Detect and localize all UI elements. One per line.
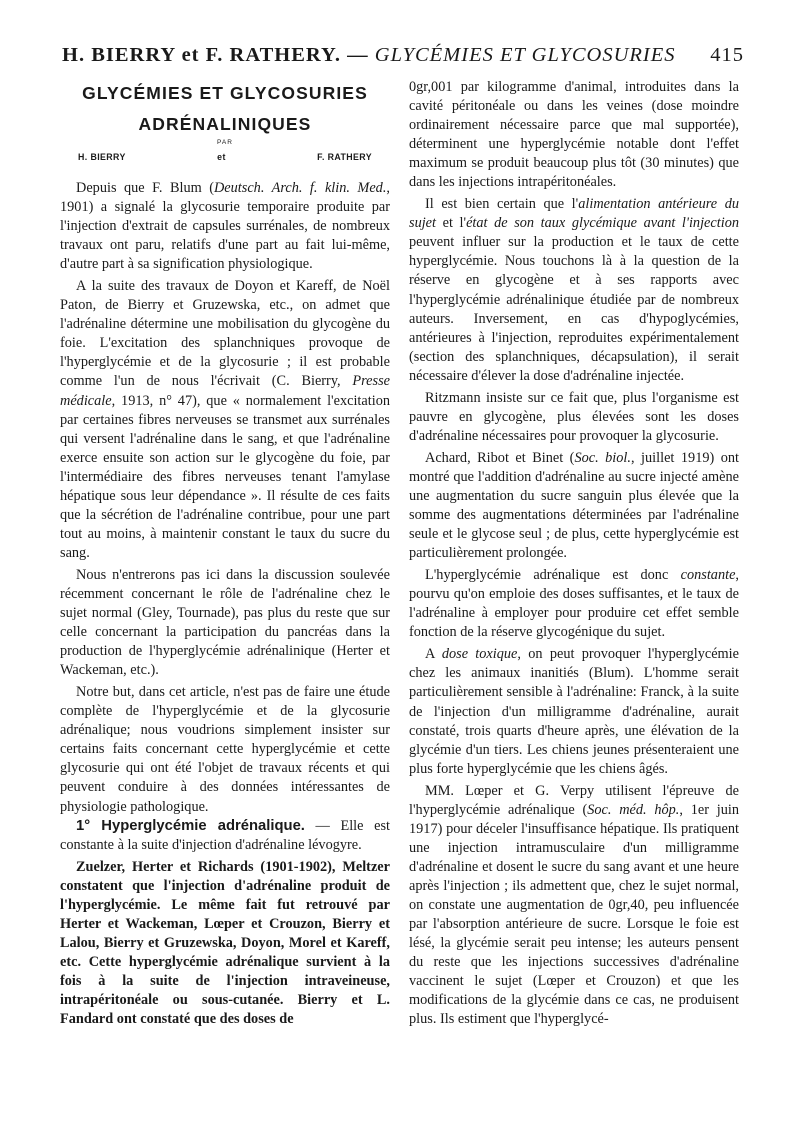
author-1: H. BIERRY: [78, 152, 126, 162]
running-head: [62, 44, 744, 67]
paragraph: L'hyperglycémie adrénalique est donc constante, pourvu qu'on emploie des doses suffisantes, et le taux de l'adrénaline à employer pour produire cet effet semble fonction de la réserve glycogénique du sujet.: [409, 567, 739, 641]
running-head-subject: GLYCÉMIES ET GLYCOSURIES: [374, 44, 676, 66]
running-head-authors: H. BIERRY et F. RATHERY. —: [62, 44, 369, 66]
page-number: 415: [710, 44, 744, 66]
paragraph: 0gr,001 par kilogramme d'animal, introduites dans la cavité péritonéale ou dans les veines (dose moindre ordinairement nécessaire parce que mal supportée), déterminent une hyperglycémie notable dont l'effet maximum se produit beaucoup plus tôt (30 minutes) que dans les injections intrapéritonéales.: [409, 79, 739, 191]
byline: [78, 151, 372, 163]
paragraph: Zuelzer, Herter et Richards (1901-1902), Meltzer constatent que l'injection d'adrénaline produit de l'hyperglycémie. Le même fait fut retrouvé par Herter et Wackeman, Lœper et Crouzon, Bierry et Lalou, Bierry et Gruzewska, Doyon, Morel et Kareff, etc. Cette hyperglycémie adrénalique survient à la fois à la suite de l'injection intraveineuse, intrapéritonéale ou sous-cutanée. Bierry et L. Fandard ont constaté que des doses de: [60, 858, 390, 1028]
section-heading: 1° Hyperglycémie adrénalique.: [76, 817, 305, 834]
left-column: [60, 78, 390, 1029]
byline-conjunction: et: [217, 152, 226, 162]
paragraph: Depuis que F. Blum (Deutsch. Arch. f. klin. Med., 1901) a signalé la glycosurie temporaire produite par l'injection d'extrait de capsules surrénales, de nombreux travaux ont paru, relatifs d'une part au fait lui-même, d'autre part à sa signification physiologique.: [60, 180, 390, 273]
paragraph: Nous n'entrerons pas ici dans la discussion soulevée récemment concernant le rôle de l'adrénaline chez le sujet normal (Gley, Tournade), pas plus du reste que sur celle concernant la participation du pancréas dans la production de l'hyperglycémie adrénalinique (Herter et Wackeman, etc.).: [60, 566, 390, 679]
byline-par: PAR: [217, 139, 233, 146]
article-title-line2: ADRÉNALINIQUES: [138, 114, 312, 134]
paragraph: Achard, Ribot et Binet (Soc. biol., juillet 1919) ont montré que l'addition d'adrénaline au sucre injecté amène une augmentation du sucre sanguin plus élevée que la somme des augmentations déterminées par l'adrénaline seule et le glycose seul ; de plus, cette hyperglycémie est particulièrement prolongée.: [409, 449, 740, 562]
paragraph: A dose toxique, on peut provoquer l'hyperglycémie chez les animaux inanitiés (Blum). L'homme serait particulièrement sensible à l'adrénaline: Franck, à la suite de l'injection d'un milligramme d'adrénaline, aurait constaté, trois quarts d'heure après, une élévation de la glycémie d'un tiers. Les chiens jeunes présenteraient une plus forte hyperglycémie que les chiens âgés.: [409, 646, 739, 777]
paragraph: Ritzmann insiste sur ce fait que, plus l'organisme est pauvre en glycogène, plus élevées sont les doses d'adrénaline nécessaires pour provoquer la glycosurie.: [409, 389, 739, 444]
right-column: [409, 78, 739, 1029]
section-paragraph: 1° Hyperglycémie adrénalique. — Elle est constante à la suite d'injection d'adrénaline lévogyre.: [60, 817, 390, 853]
paragraph: A la suite des travaux de Doyon et Kareff, de Noël Paton, de Bierry et Gruzewska, etc., on admet que l'adrénaline détermine une mobilisation du glycogène du foie. L'excitation des splanchniques provoque de l'hyperglycémie et de la glycosurie ; il est probable comme l'un de nous l'écrivait (C. Bierry, Presse médicale, 1913, n° 47), que « normalement l'excitation par certaines fibres nerveuses se transmet aux surrénales qui versent l'adrénaline dans le sang, et que l'adrénaline exerce ensuite son action sur le glycogène du foie, par l'intermédiaire des fibres nerveuses tenant l'amylase hépatique sous leur dépendance ». Il résulte de ces faits que la sécrétion de l'adrénaline contribue, pour une part tout au moins, à maintenir constant le taux du sucre du sang.: [60, 278, 390, 561]
author-2: F. RATHERY: [317, 152, 372, 162]
paragraph: MM. Lœper et G. Verpy utilisent l'épreuve de l'hyperglycémie adrénalique (Soc. méd. hôp., 1er juin 1917) pour déceler l'insuffisance hépatique. Ils pratiquent une injection intramusculaire d'un milligramme d'adrénaline et dosent le sucre du sang avant et une heure après l'injection ; ils admettent que, chez le sujet normal, on constate une augmentation de 0gr,40, peu influencée par l'absorption antérieure de sucre. Lorsque le foie est lésé, la glycémie serait peu intense; les auteurs pensent du reste que les injections successives d'adrénaline vaccinent le sujet (Lœper et Crouzon) et que les modifications de la glycémie dans ce cas, ne produisent plus. Ils estiment que l'hyperglycé-: [409, 782, 739, 1028]
paragraph: Notre but, dans cet article, n'est pas de faire une étude complète de l'hyperglycémie et de la glycosurie adrénalique; nous voudrions simplement insister sur certains faits concernant cette hyperglycémie et cette glycosurie qui ont été l'objet de travaux récents et qui peuvent conduire à des données intéressantes de physiologie pathologique.: [60, 684, 390, 815]
article-title-line1: GLYCÉMIES ET GLYCOSURIES: [82, 83, 368, 103]
paragraph: Il est bien certain que l'alimentation antérieure du sujet et l'état de son taux glycémique avant l'injection peuvent influer sur la production et le taux de cette hyperglycémie. Nous touchons là à la question de la réserve en glycogène et à ses rapports avec l'hyperglycémie adrénalinique étudiée par de nombreux auteurs. Inversement, en cas d'hypoglycémies, antérieures à l'injection, reproduites expérimentalement (section des splanchniques, décapsulation), il serait nécessaire d'élever la dose d'adrénaline injectée.: [409, 196, 739, 384]
